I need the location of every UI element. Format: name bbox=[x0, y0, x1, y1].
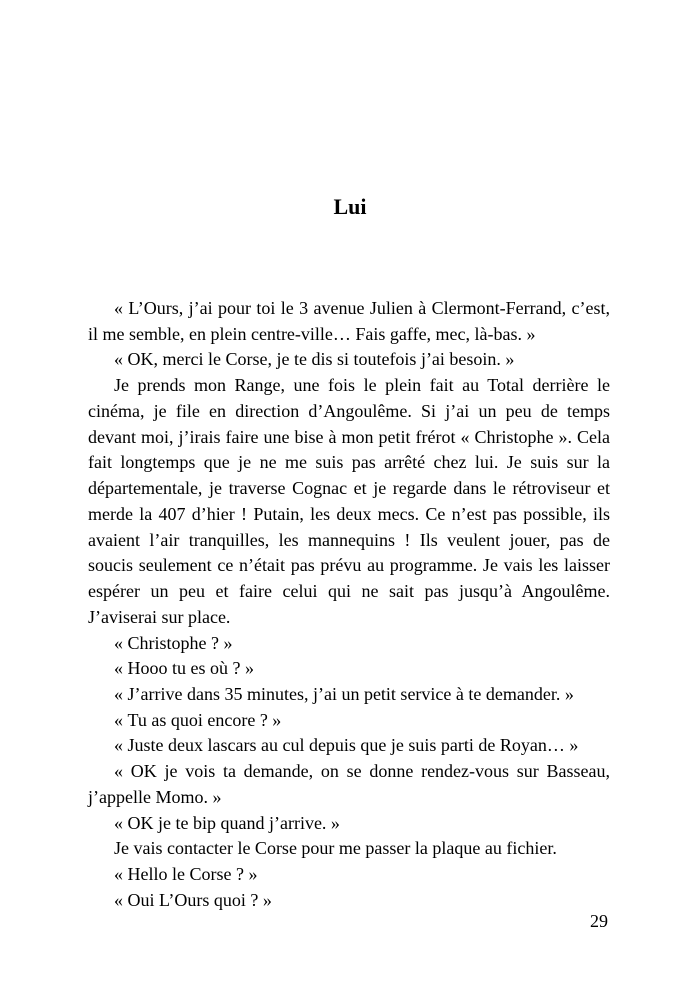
paragraph: Je prends mon Range, une fois le plein fait au Total derrière le cinéma, je file en direction d’Angoulême. Si j’ai un peu de temps devant moi, j’irais faire une bise à mon petit frérot « Christophe ». Cela fait longtemps que je ne me suis pas arrêté chez lui. Je suis sur la départementale, je traverse Cognac et je regarde dans le rétroviseur et merde la 407 d’hier ! Putain, les deux mecs. Ce n’est pas possible, ils avaient l’air tranquilles, les mannequins ! Ils veulent jouer, pas de soucis seulement ce n’était pas prévu au programme. Je vais les laisser espérer un peu et faire celui qui ne sait pas jusqu’à Angoulême. J’aviserai sur place. bbox=[88, 375, 610, 627]
chapter-title: Lui bbox=[333, 194, 367, 219]
body-text bbox=[88, 296, 610, 914]
paragraph: Je vais contacter le Corse pour me passer la plaque au fichier. bbox=[114, 838, 557, 859]
paragraph: « Hello le Corse ? » bbox=[114, 864, 258, 885]
paragraph: « OK je vois ta demande, on se donne rendez-vous sur Basseau, j’appelle Momo. » bbox=[88, 761, 610, 807]
paragraph: « Christophe ? » bbox=[114, 632, 233, 653]
page-number: 29 bbox=[590, 911, 608, 931]
paragraph: « Hooo tu es où ? » bbox=[114, 658, 254, 679]
paragraph: « OK je te bip quand j’arrive. » bbox=[114, 812, 340, 833]
paragraph: « Oui L’Ours quoi ? » bbox=[114, 889, 272, 910]
paragraph: « Tu as quoi encore ? » bbox=[114, 709, 282, 730]
paragraph: « L’Ours, j’ai pour toi le 3 avenue Julien à Clermont-Ferrand, c’est, il me semble, en plein centre-ville… Fais gaffe, mec, là-bas. » bbox=[88, 298, 610, 344]
paragraph: « Juste deux lascars au cul depuis que je suis parti de Royan… » bbox=[114, 735, 579, 756]
paragraph: « J’arrive dans 35 minutes, j’ai un petit service à te demander. » bbox=[114, 684, 574, 705]
paragraph: « OK, merci le Corse, je te dis si toutefois j’ai besoin. » bbox=[114, 349, 515, 370]
